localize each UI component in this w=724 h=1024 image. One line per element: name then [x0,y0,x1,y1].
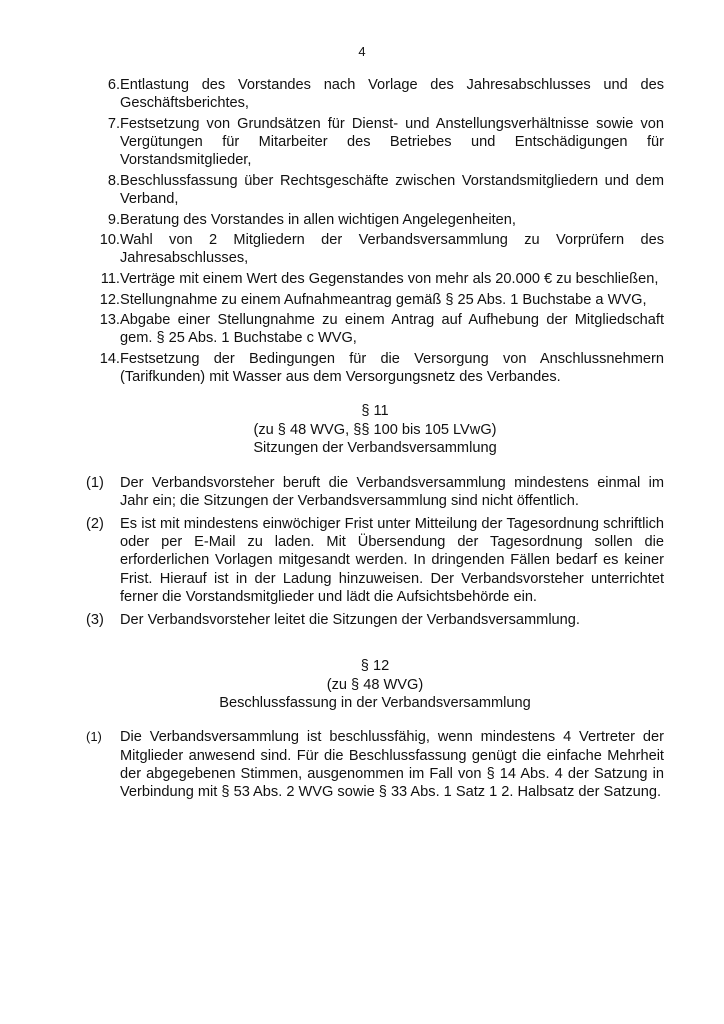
section-12-heading [86,657,664,712]
list-item-number: 13. [99,312,120,329]
list-item-number: 10. [99,232,120,249]
list-item [86,211,664,229]
list-item-text: Wahl von 2 Mitgliedern der Verbandsversammlung zu Vorprüfern des Jahresabschlusses, [120,232,664,267]
list-item-text: Festsetzung der Bedingungen für die Versorgung von Anschlussnehmern (Tarifkunden) mit Wasser aus dem Versorgungsnetz des Verbandes. [120,350,664,386]
list-item-text: Abgabe einer Stellungnahme zu einem Antrag auf Aufhebung der Mitgliedschaft gem. § 25 Abs. 1 Buchstabe c WVG, [120,312,664,347]
section-11-heading [86,402,664,457]
paragraph-number: (1) [86,729,102,745]
list-item [86,311,664,347]
list-item-number: 6. [107,77,120,93]
section-title: Sitzungen der Verbandsversammlung [253,440,497,457]
paragraph [86,611,664,629]
paragraph-text: Die Verbandsversammlung ist beschlussfähig, wenn mindestens 4 Vertreter der Mitglieder anwesend sind. Für die Beschlussfassung genügt die einfache Mehrheit der abgegebenen Stimmen, ausgenommen im Fall von § 14 Abs. 4 der Satzung in Verbindung mit § 53 Abs. 2 WVG sowie § 33 Abs. 1 Satz 1 2. Halbsatz der Satzung. [120,729,664,801]
section-number: § 12 [360,658,390,675]
section-title: Beschlussfassung in der Verbandsversammlung [219,695,531,712]
list-item-text: Beschlussfassung über Rechtsgeschäfte zwischen Vorstandsmitgliedern und dem Verband, [120,172,664,207]
section-number: § 11 [361,403,389,420]
list-item-text: Beratung des Vorstandes in allen wichtigen Angelegenheiten, [120,211,516,228]
page-number: 4 [358,44,366,59]
paragraph-text: Es ist mit mindestens einwöchiger Frist unter Mitteilung der Tagesordnung schriftlich oder per E-Mail zu laden. Mit Übersendung der Tagesordnung sollen die erforderlichen Vorlagen mitgesandt werden. In dringenden Fällen bedarf es keiner Frist. Hierauf ist in der Ladung hinzuweisen. Der Verbandsvorsteher unterrichtet ferner die Vorstandsmitglieder und lädt die Aufsichtsbehörde ein. [120,516,664,605]
paragraph-text: Der Verbandsvorsteher leitet die Sitzungen der Verbandsversammlung. [120,612,580,629]
list-item [86,76,664,112]
list-item-text: Stellungnahme zu einem Aufnahmeantrag gemäß § 25 Abs. 1 Buchstabe a WVG, [120,291,647,308]
paragraph-number: (1) [86,474,104,491]
numbered-list [86,76,664,386]
list-item [86,350,664,386]
list-item [86,172,664,208]
list-item [86,270,664,288]
list-item [86,291,664,309]
paragraph [86,515,664,606]
list-item-number: 9. [107,211,120,228]
paragraph [86,474,664,510]
section-reference: (zu § 48 WVG) [326,676,424,693]
list-item-number: 14. [99,350,120,367]
document-body [86,76,664,806]
list-item-number: 12. [99,291,120,308]
paragraph-number: (3) [86,612,104,629]
list-item-number: 11. [100,270,120,287]
list-item-text: Verträge mit einem Wert des Gegenstandes von mehr als 20.000 € zu beschließen, [120,270,659,287]
list-item-number: 8. [107,172,120,189]
list-item-number: 7. [107,115,120,132]
paragraph-text: Der Verbandsvorsteher beruft die Verbandsversammlung mindestens einmal im Jahr ein; die Sitzungen der Verbandsversammlung sind nicht öffentlich. [120,474,664,509]
list-item [86,115,664,170]
paragraph-number: (2) [86,516,104,532]
section-reference: (zu § 48 WVG, §§ 100 bis 105 LVwG) [253,421,497,438]
list-item-text: Entlastung des Vorstandes nach Vorlage des Jahresabschlusses und des Geschäftsberichtes, [120,77,664,112]
list-item-text: Festsetzung von Grundsätzen für Dienst- und Anstellungsverhältnisse sowie von Vergütungen für Mitarbeiter des Betriebes und Entschädigungen für Vorstandsmitglieder, [120,115,664,169]
paragraph [86,728,664,801]
list-item [86,231,664,267]
